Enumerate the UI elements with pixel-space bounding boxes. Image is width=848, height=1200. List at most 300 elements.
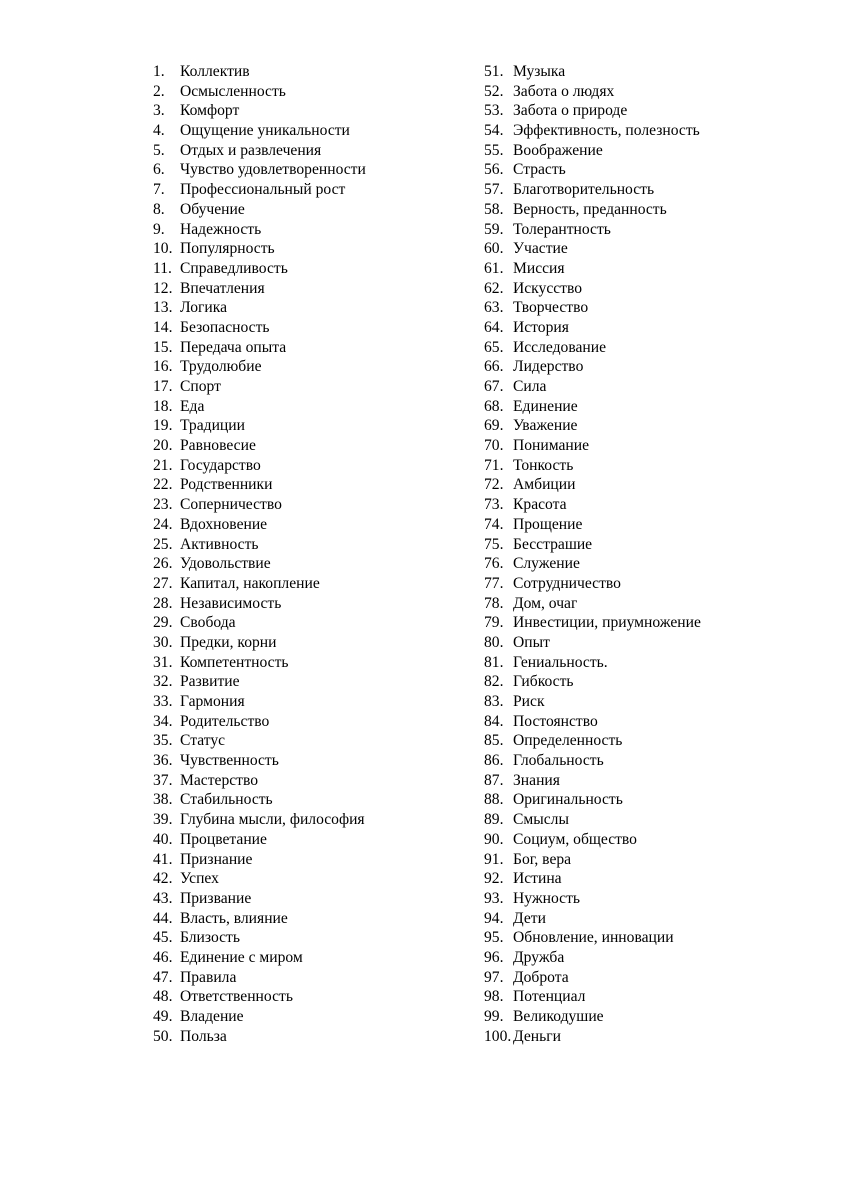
list-item-number: 85. — [484, 732, 504, 750]
list-item — [153, 495, 366, 515]
list-item — [484, 574, 701, 594]
list-item-number: 70. — [484, 437, 504, 455]
list-item-label: Статус — [180, 732, 226, 750]
list-item-number: 27. — [153, 574, 173, 592]
list-item-label: Развитие — [180, 673, 240, 691]
list-item-label: Родственники — [180, 476, 273, 494]
list-item-number: 74. — [484, 515, 504, 533]
list-item-number: 83. — [484, 693, 504, 710]
list-item-number: 82. — [484, 673, 504, 691]
list-item-number: 64. — [484, 318, 504, 336]
list-item-label: Отдых и развлечения — [180, 141, 322, 159]
list-item — [153, 653, 366, 673]
list-item — [484, 554, 701, 574]
list-item-label: Дом, очаг — [513, 594, 578, 612]
list-item-number: 3. — [153, 102, 165, 120]
list-item-number: 42. — [153, 870, 173, 888]
list-item-number: 49. — [153, 1008, 173, 1025]
list-item — [484, 298, 701, 318]
list-item — [153, 338, 366, 358]
list-item-label: Еда — [180, 397, 205, 415]
list-item-label: Сотрудничество — [513, 574, 621, 592]
list-item-label: История — [513, 318, 569, 336]
list-item-label: Единение с миром — [180, 948, 303, 966]
list-item-number: 15. — [153, 338, 173, 356]
list-item — [153, 160, 366, 180]
list-item-number: 48. — [153, 988, 173, 1006]
list-item-number: 45. — [153, 929, 173, 947]
list-item-number: 54. — [484, 122, 504, 140]
list-item-number: 61. — [484, 259, 504, 277]
list-item-number: 24. — [153, 515, 173, 533]
list-item — [484, 82, 701, 102]
list-item-label: Польза — [180, 1027, 227, 1045]
list-item — [484, 397, 701, 417]
list-item — [484, 318, 701, 338]
list-item-number: 84. — [484, 712, 504, 730]
list-item — [153, 850, 366, 870]
list-item-label: Мастерство — [180, 771, 259, 789]
list-item-number: 38. — [153, 791, 173, 809]
list-item-label: Оригинальность — [513, 791, 623, 809]
list-item — [153, 141, 366, 161]
list-item — [484, 810, 701, 830]
list-item-label: Участие — [513, 240, 568, 258]
list-item-label: Трудолюбие — [180, 358, 262, 376]
list-item-label: Прощение — [513, 515, 583, 533]
list-item — [153, 397, 366, 417]
list-item-number: 10. — [153, 240, 173, 258]
list-item-number: 57. — [484, 181, 504, 199]
list-item — [153, 436, 366, 456]
list-item-number: 34. — [153, 712, 173, 730]
list-item — [484, 200, 701, 220]
list-item — [153, 554, 366, 574]
list-item-label: Традиции — [180, 417, 245, 435]
list-item-number: 30. — [153, 633, 173, 651]
list-item — [484, 928, 701, 948]
list-item-label: Коллектив — [180, 63, 250, 80]
list-item-label: Стабильность — [180, 791, 273, 809]
list-item-label: Капитал, накопление — [180, 574, 320, 592]
list-item-number: 25. — [153, 535, 173, 553]
list-item-number: 8. — [153, 200, 165, 218]
list-item-number: 51. — [484, 63, 504, 80]
list-item — [484, 535, 701, 555]
list-item-label: Забота о природе — [513, 102, 628, 120]
list-item-label: Сила — [513, 378, 547, 395]
list-item-number: 66. — [484, 358, 504, 376]
list-item — [153, 180, 366, 200]
list-item-label: Ощущение уникальности — [180, 122, 350, 140]
list-item — [484, 180, 701, 200]
list-item-label: Популярность — [180, 240, 275, 258]
list-item-label: Дружба — [513, 948, 565, 966]
list-item — [484, 436, 701, 456]
list-item-label: Предки, корни — [180, 633, 277, 651]
list-item-label: Вдохновение — [180, 515, 268, 533]
list-item-number: 92. — [484, 870, 504, 888]
list-item-number: 90. — [484, 830, 504, 848]
list-item — [153, 1007, 366, 1027]
list-item — [484, 850, 701, 870]
list-item — [153, 62, 366, 82]
list-item — [153, 692, 366, 712]
list-item-number: 93. — [484, 889, 504, 907]
list-item — [484, 653, 701, 673]
list-item — [153, 121, 366, 141]
list-item-number: 40. — [153, 830, 173, 848]
list-item-label: Родительство — [180, 712, 270, 730]
list-item-number: 22. — [153, 476, 173, 494]
list-item — [484, 692, 701, 712]
list-item-number: 29. — [153, 614, 173, 632]
list-item — [484, 259, 701, 279]
list-item-number: 89. — [484, 811, 504, 829]
list-item — [153, 101, 366, 121]
list-item — [153, 416, 366, 436]
list-item — [484, 731, 701, 751]
list-item — [484, 1007, 701, 1027]
list-item-number: 79. — [484, 614, 504, 632]
list-item-number: 37. — [153, 771, 173, 789]
list-item-number: 68. — [484, 397, 504, 415]
list-item-label: Успех — [180, 870, 219, 888]
list-item-label: Обновление, инновации — [513, 929, 674, 947]
list-item-number: 62. — [484, 279, 504, 297]
list-item-label: Власть, влияние — [180, 909, 288, 927]
list-item — [153, 456, 366, 476]
list-item — [153, 220, 366, 240]
list-item-label: Опыт — [513, 633, 550, 651]
list-item — [484, 771, 701, 791]
list-item-label: Забота о людях — [513, 82, 615, 100]
list-item-label: Знания — [513, 771, 560, 789]
list-item-label: Музыка — [513, 63, 566, 80]
list-item — [484, 220, 701, 240]
list-item — [484, 239, 701, 259]
list-item-number: 43. — [153, 889, 173, 907]
list-item-number: 16. — [153, 358, 173, 376]
list-item-number: 94. — [484, 909, 504, 927]
list-item — [153, 790, 366, 810]
list-item — [484, 869, 701, 889]
list-item — [484, 416, 701, 436]
list-item-label: Правила — [180, 968, 237, 986]
list-item-number: 7. — [153, 181, 165, 199]
list-item-number: 60. — [484, 240, 504, 258]
list-item-number: 97. — [484, 968, 504, 986]
list-item-label: Передача опыта — [180, 338, 287, 356]
list-item — [153, 909, 366, 929]
list-item-number: 4. — [153, 122, 165, 140]
list-item-label: Понимание — [513, 437, 590, 455]
list-item-label: Признание — [180, 850, 253, 868]
list-item — [153, 712, 366, 732]
list-item-number: 99. — [484, 1008, 504, 1025]
list-item-number: 65. — [484, 338, 504, 356]
list-item — [153, 830, 366, 850]
list-item — [153, 771, 366, 791]
list-item-label: Процветание — [180, 830, 267, 848]
list-item-number: 86. — [484, 752, 504, 770]
list-item-label: Искусство — [513, 279, 583, 297]
list-item — [153, 82, 366, 102]
list-item — [484, 279, 701, 299]
list-item — [153, 535, 366, 555]
list-item-number: 11. — [153, 259, 172, 277]
list-item-number: 81. — [484, 653, 504, 671]
list-item-label: Бог, вера — [513, 850, 572, 868]
list-item-label: Удовольствие — [180, 555, 271, 573]
list-item-number: 76. — [484, 555, 504, 573]
list-item-label: Потенциал — [513, 988, 586, 1006]
list-item — [153, 200, 366, 220]
list-item-label: Социум, общество — [513, 830, 637, 848]
list-item — [153, 869, 366, 889]
list-item — [153, 987, 366, 1007]
list-item-number: 2. — [153, 82, 165, 100]
list-item — [484, 948, 701, 968]
list-item — [484, 121, 701, 141]
list-item — [484, 160, 701, 180]
list-item-label: Спорт — [180, 378, 221, 395]
list-item-label: Красота — [513, 496, 567, 514]
list-item-number: 50. — [153, 1027, 173, 1045]
list-item-label: Амбиции — [513, 476, 576, 494]
list-item-number: 58. — [484, 200, 504, 218]
list-item-number: 91. — [484, 850, 504, 868]
list-item-number: 41. — [153, 850, 173, 868]
list-item-number: 39. — [153, 811, 173, 829]
list-item — [153, 594, 366, 614]
list-item-label: Равновесие — [180, 437, 256, 455]
list-item-label: Эффективность, полезность — [513, 122, 700, 140]
list-item — [484, 377, 701, 397]
list-item-label: Миссия — [513, 259, 565, 277]
list-item-label: Соперничество — [180, 496, 282, 514]
list-item — [484, 672, 701, 692]
list-item — [153, 239, 366, 259]
values-list-left — [153, 62, 366, 1046]
list-item-number: 35. — [153, 732, 173, 750]
list-item — [484, 613, 701, 633]
list-item-number: 53. — [484, 102, 504, 120]
list-item — [484, 495, 701, 515]
list-item — [484, 830, 701, 850]
list-item-number: 44. — [153, 909, 173, 927]
list-item-label: Логика — [180, 299, 227, 317]
list-item-number: 73. — [484, 496, 504, 514]
list-item-label: Обучение — [180, 200, 245, 218]
list-item-label: Инвестиции, приумножение — [513, 614, 701, 632]
list-item-number: 56. — [484, 161, 504, 179]
list-item-number: 95. — [484, 929, 504, 947]
list-item — [153, 889, 366, 909]
list-item-number: 1. — [153, 63, 165, 80]
list-item-number: 20. — [153, 437, 173, 455]
list-item-number: 26. — [153, 555, 173, 573]
list-item — [484, 475, 701, 495]
list-item-label: Гениальность. — [513, 653, 608, 671]
list-item-number: 6. — [153, 161, 165, 179]
list-item-label: Великодушие — [513, 1008, 604, 1025]
list-item-number: 59. — [484, 220, 504, 238]
list-item-number: 46. — [153, 948, 173, 966]
list-item-label: Страсть — [513, 161, 566, 179]
list-item — [153, 515, 366, 535]
list-item — [153, 613, 366, 633]
list-item-label: Лидерство — [513, 358, 584, 376]
list-item-label: Определенность — [513, 732, 623, 750]
list-item-number: 52. — [484, 82, 504, 100]
list-item-label: Ответственность — [180, 988, 293, 1006]
list-item-label: Глобальность — [513, 752, 604, 770]
list-item — [484, 338, 701, 358]
list-item-label: Владение — [180, 1008, 244, 1025]
list-item-label: Толерантность — [513, 220, 611, 238]
list-item-label: Государство — [180, 456, 261, 474]
list-item — [153, 731, 366, 751]
list-item-label: Смыслы — [513, 811, 569, 829]
list-item — [153, 279, 366, 299]
list-item-label: Благотворительность — [513, 181, 655, 199]
list-item-label: Исследование — [513, 338, 607, 356]
list-item-number: 88. — [484, 791, 504, 809]
list-item-number: 9. — [153, 220, 165, 238]
list-item-label: Гибкость — [513, 673, 574, 691]
list-item-number: 31. — [153, 653, 173, 671]
list-item-number: 18. — [153, 397, 173, 415]
list-item-number: 75. — [484, 535, 504, 553]
list-item-number: 17. — [153, 378, 173, 395]
list-item-label: Компетентность — [180, 653, 289, 671]
list-item — [484, 515, 701, 535]
list-item — [484, 1027, 701, 1047]
list-item-number: 69. — [484, 417, 504, 435]
list-item — [153, 968, 366, 988]
list-item-number: 13. — [153, 299, 173, 317]
list-item-number: 19. — [153, 417, 173, 435]
list-item-label: Глубина мысли, философия — [180, 811, 365, 829]
list-item-label: Нужность — [513, 889, 581, 907]
list-item-label: Риск — [513, 693, 545, 710]
list-item-label: Профессиональный рост — [180, 181, 346, 199]
list-item — [153, 751, 366, 771]
list-item-label: Чувственность — [180, 752, 279, 770]
list-item-label: Независимость — [180, 594, 282, 612]
list-item-number: 96. — [484, 948, 504, 966]
list-item — [484, 633, 701, 653]
list-item-number: 77. — [484, 574, 504, 592]
list-item-number: 63. — [484, 299, 504, 317]
list-item — [484, 141, 701, 161]
list-item-label: Чувство удовлетворенности — [180, 161, 366, 179]
values-list-right — [484, 62, 701, 1046]
list-item-label: Гармония — [180, 693, 245, 710]
list-item — [484, 712, 701, 732]
list-item-label: Постоянство — [513, 712, 598, 730]
list-item-number: 55. — [484, 141, 504, 159]
list-item-label: Творчество — [513, 299, 589, 317]
list-item-label: Призвание — [180, 889, 252, 907]
list-item — [153, 259, 366, 279]
list-item-number: 100. — [484, 1027, 512, 1045]
list-item-number: 14. — [153, 318, 173, 336]
list-item-number: 23. — [153, 496, 173, 514]
list-item — [153, 377, 366, 397]
list-item — [484, 62, 701, 82]
list-item-label: Доброта — [513, 968, 569, 986]
list-item-label: Истина — [513, 870, 562, 888]
list-item-label: Воображение — [513, 141, 603, 159]
list-item-label: Бесстрашие — [513, 535, 593, 553]
list-item — [153, 948, 366, 968]
list-item-number: 71. — [484, 456, 504, 474]
list-item-number: 36. — [153, 752, 173, 770]
list-item — [484, 101, 701, 121]
list-item-number: 12. — [153, 279, 173, 297]
list-item — [153, 928, 366, 948]
list-item — [484, 751, 701, 771]
list-item — [153, 672, 366, 692]
list-item-number: 80. — [484, 633, 504, 651]
list-item — [153, 357, 366, 377]
list-item — [484, 594, 701, 614]
list-item — [484, 909, 701, 929]
list-item-label: Уважение — [513, 417, 578, 435]
list-item — [484, 790, 701, 810]
list-item-label: Единение — [513, 397, 578, 415]
list-item-label: Служение — [513, 555, 580, 573]
list-item-number: 98. — [484, 988, 504, 1006]
list-item-label: Близость — [180, 929, 240, 947]
list-item-label: Дети — [513, 909, 546, 927]
list-item-label: Безопасность — [180, 318, 270, 336]
list-item-number: 67. — [484, 378, 504, 395]
list-item — [484, 889, 701, 909]
list-item — [153, 318, 366, 338]
list-item-number: 28. — [153, 594, 173, 612]
list-item — [484, 968, 701, 988]
list-item-label: Верность, преданность — [513, 200, 667, 218]
list-item-number: 87. — [484, 771, 504, 789]
list-item-number: 21. — [153, 456, 173, 474]
list-item-label: Надежность — [180, 220, 262, 238]
list-item — [153, 475, 366, 495]
list-item-label: Тонкость — [513, 456, 574, 474]
list-item-number: 33. — [153, 693, 173, 710]
list-item — [484, 357, 701, 377]
list-item-number: 5. — [153, 141, 165, 159]
list-item — [484, 456, 701, 476]
list-item — [484, 987, 701, 1007]
list-item-number: 32. — [153, 673, 173, 691]
list-item — [153, 810, 366, 830]
list-item — [153, 574, 366, 594]
list-item-label: Справедливость — [180, 259, 288, 277]
list-item-label: Впечатления — [180, 279, 265, 297]
list-item-label: Свобода — [180, 614, 236, 632]
list-item-number: 78. — [484, 594, 504, 612]
list-item-number: 47. — [153, 968, 173, 986]
list-item — [153, 1027, 366, 1047]
list-item-label: Деньги — [513, 1027, 561, 1045]
list-item-label: Комфорт — [180, 102, 240, 120]
list-item — [153, 298, 366, 318]
list-item-label: Активность — [180, 535, 259, 553]
list-item-label: Осмысленность — [180, 82, 286, 100]
